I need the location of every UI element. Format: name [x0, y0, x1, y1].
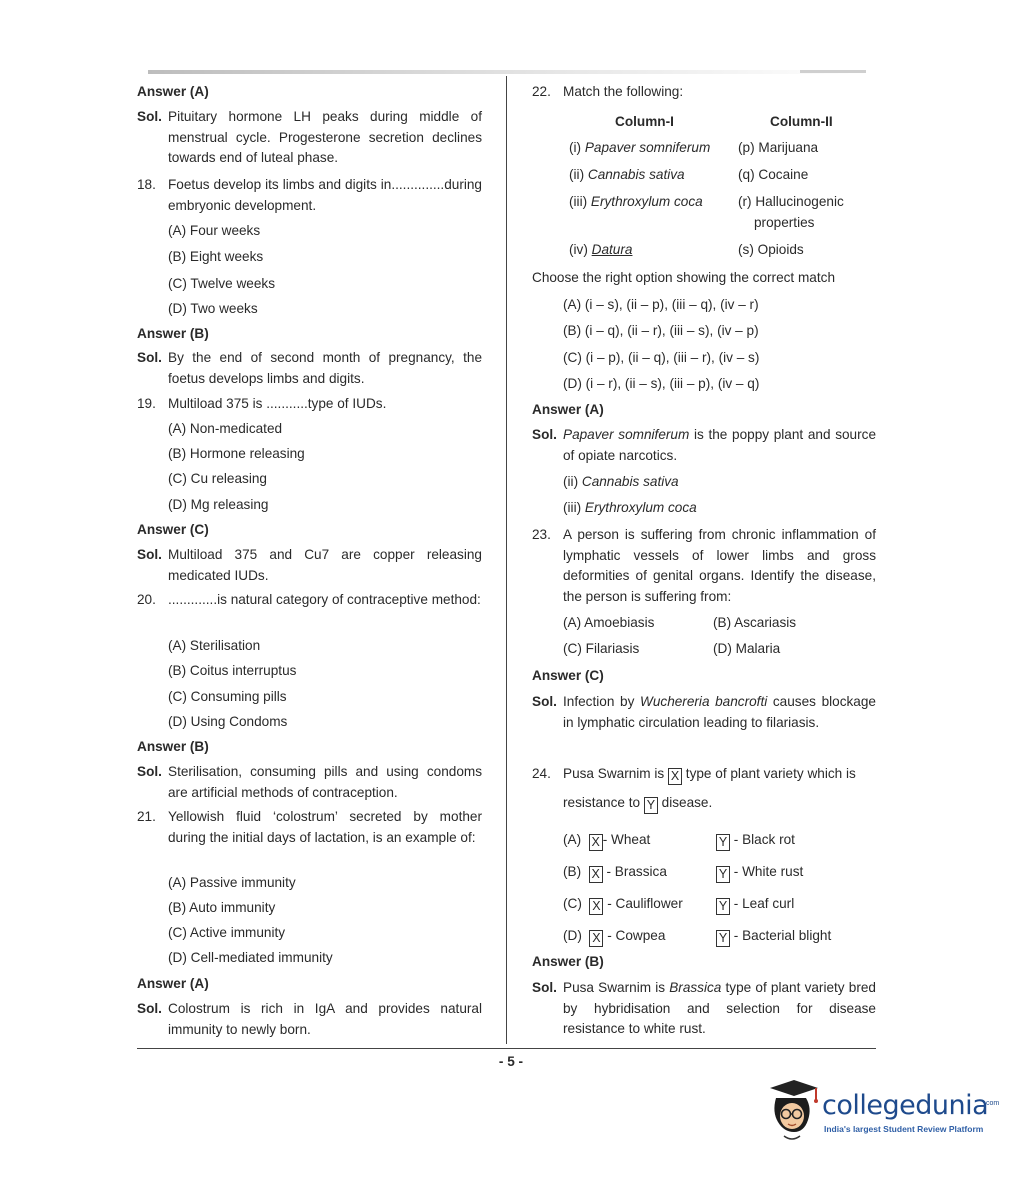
solution-22-item-iii: (iii) Erythroxylum coca: [563, 500, 697, 515]
question-21: 21. Yellowish fluid ‘colostrum’ secreted by mother during the initial days of lactation, is an example of:: [137, 809, 482, 845]
choose-instruction: Choose the right option showing the correct match: [532, 270, 836, 285]
answer-17: Answer (A): [137, 84, 209, 99]
footer-rule: [137, 1048, 876, 1049]
option-19b: (B) Hormone releasing: [168, 446, 305, 461]
match-row-3-col2: (r) Hallucinogenic: [738, 194, 844, 209]
graduate-mascot-icon: [762, 1076, 822, 1146]
match-row-3-col2-cont: properties: [754, 215, 815, 230]
option-24a: (A) X - Wheat: [563, 832, 651, 849]
option-22b: (B) (i – q), (ii – r), (iii – s), (iv – p): [563, 323, 759, 338]
solution-22-item-ii: (ii) Cannabis sativa: [563, 474, 679, 489]
option-24b-y: Y - White rust: [716, 862, 803, 883]
question-24: 24. Pusa Swarnim is X type of plant variety which is: [532, 766, 856, 783]
blank-x-box: X: [668, 768, 682, 785]
header-bar: [148, 70, 868, 74]
match-row-2-col2: (q) Cocaine: [738, 167, 809, 182]
solution-22: Sol. Papaver somniferum is the poppy plant and source of opiate narcotics.: [532, 427, 877, 463]
match-row-2-col1: (ii) Cannabis sativa: [569, 167, 685, 182]
option-24c-y: Y - Leaf curl: [716, 894, 794, 915]
option-19d: (D) Mg releasing: [168, 497, 269, 512]
match-row-1-col2: (p) Marijuana: [738, 140, 819, 155]
question-18: 18. Foetus develop its limbs and digits in..............during embryonic development.: [137, 177, 482, 213]
answer-20: Answer (B): [137, 739, 209, 754]
option-20d: (D) Using Condoms: [168, 714, 288, 729]
option-20b: (B) Coitus interruptus: [168, 663, 297, 678]
option-23c: (C) Filariasis: [563, 641, 640, 656]
question-23: 23. A person is suffering from chronic inflammation of lymphatic vessels of lower limbs and gross deformities of genital organs. Identify the disease, the person is suffering from:: [532, 527, 876, 604]
question-20: 20. .............is natural category of contraceptive method:: [137, 592, 481, 607]
option-20c: (C) Consuming pills: [168, 689, 287, 704]
answer-21: Answer (A): [137, 976, 209, 991]
option-24a-y: Y - Black rot: [716, 830, 795, 851]
option-24b: (B) X - Brassica: [563, 864, 667, 881]
solution-19: Sol. Multiload 375 and Cu7 are copper releasing medicated IUDs.: [137, 547, 482, 583]
solution-20: Sol. Sterilisation, consuming pills and using condoms are artificial methods of contraception.: [137, 764, 482, 800]
match-row-4-col1: (iv) Datura: [569, 242, 633, 257]
option-21c: (C) Active immunity: [168, 925, 286, 940]
match-row-3-col1: (iii) Erythroxylum coca: [569, 194, 703, 209]
logo-wordmark: collegedunia: [822, 1090, 989, 1121]
solution-17: Sol. Pituitary hormone LH peaks during middle of menstrual cycle. Progesterone secretion declines towards end of luteal phase.: [137, 109, 482, 165]
header-bar-right: [800, 70, 866, 73]
option-23d: (D) Malaria: [713, 641, 781, 656]
answer-18: Answer (B): [137, 326, 209, 341]
answer-22: Answer (A): [532, 402, 604, 417]
option-20a: (A) Sterilisation: [168, 638, 261, 653]
option-21b: (B) Auto immunity: [168, 900, 276, 915]
page-number: - 5 -: [498, 1054, 524, 1069]
match-row-4-col2: (s) Opioids: [738, 242, 804, 257]
blank-y-box: Y: [644, 797, 658, 814]
solution-21: Sol. Colostrum is rich in IgA and provides natural immunity to newly born.: [137, 1001, 482, 1037]
answer-23: Answer (C): [532, 668, 604, 683]
option-22a: (A) (i – s), (ii – p), (iii – q), (iv – r): [563, 297, 759, 312]
solution-23: Sol. Infection by Wuchereria bancrofti causes blockage in lymphatic circulation leading to filariasis.: [532, 694, 876, 730]
logo-tagline: India's largest Student Review Platform: [824, 1124, 984, 1134]
option-19a: (A) Non-medicated: [168, 421, 283, 436]
solution-18: Sol. By the end of second month of pregnancy, the foetus develops limbs and digits.: [137, 350, 482, 386]
collegedunia-logo: [762, 1076, 1000, 1146]
option-18c: (C) Twelve weeks: [168, 276, 276, 291]
question-19: 19. Multiload 375 is ...........type of IUDs.: [137, 396, 387, 411]
answer-24: Answer (B): [532, 954, 604, 969]
column-divider: [506, 76, 507, 1044]
match-row-1-col1: (i) Papaver somniferum: [569, 140, 711, 155]
answer-19: Answer (C): [137, 522, 209, 537]
option-18b: (B) Eight weeks: [168, 249, 264, 264]
option-24c: (C) X - Cauliflower: [563, 896, 683, 913]
option-21a: (A) Passive immunity: [168, 875, 296, 890]
option-21d: (D) Cell-mediated immunity: [168, 950, 333, 965]
option-18a: (A) Four weeks: [168, 223, 261, 238]
option-23a: (A) Amoebiasis: [563, 615, 655, 630]
solution-24: Sol. Pusa Swarnim is Brassica type of plant variety bred by hybridisation and selection for disease resistance to white rust.: [532, 980, 876, 1036]
option-24d: (D) X - Cowpea: [563, 928, 666, 945]
option-18d: (D) Two weeks: [168, 301, 258, 316]
question-24-line2: resistance to Y disease.: [563, 795, 713, 812]
question-22: 22. Match the following:: [532, 84, 684, 99]
option-24d-y: Y - Bacterial blight: [716, 926, 831, 947]
option-22c: (C) (i – p), (ii – q), (iii – r), (iv – s): [563, 350, 760, 365]
option-22d: (D) (i – r), (ii – s), (iii – p), (iv – q): [563, 376, 760, 391]
option-19c: (C) Cu releasing: [168, 471, 267, 486]
option-23b: (B) Ascariasis: [713, 615, 797, 630]
logo-domain: .com: [984, 1100, 1000, 1107]
column-ii-header: Column-II: [770, 114, 833, 129]
column-i-header: Column-I: [615, 114, 674, 129]
